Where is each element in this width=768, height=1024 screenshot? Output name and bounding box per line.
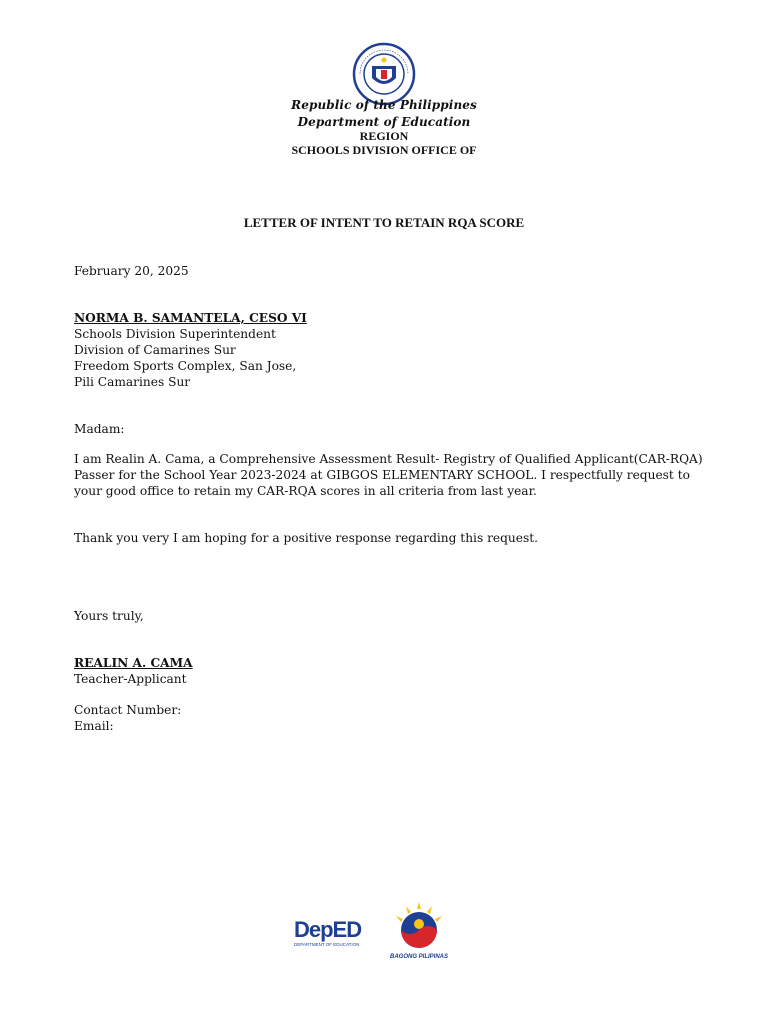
email-label: Email: bbox=[74, 719, 114, 733]
deped-logo-text: DepED bbox=[294, 917, 362, 942]
deped-logo-subtext: DEPARTMENT OF EDUCATION bbox=[294, 942, 360, 947]
body-paragraph-1-line-2: Passer for the School Year 2023-2024 at GIBGOS ELEMENTARY SCHOOL. I respectfully request to bbox=[74, 468, 690, 482]
bagong-pilipinas-emblem-icon bbox=[384, 900, 454, 950]
body-paragraph-1-line-1: I am Realin A. Cama, a Comprehensive Assessment Result- Registry of Qualified Applicant(CAR-RQA) bbox=[74, 452, 703, 466]
header-region: REGION bbox=[359, 129, 409, 143]
deped-logo bbox=[294, 918, 370, 954]
letter-title: LETTER OF INTENT TO RETAIN RQA SCORE bbox=[243, 215, 525, 230]
closing: Yours truly, bbox=[74, 609, 144, 623]
sender-name: REALIN A. CAMA bbox=[74, 656, 193, 670]
recipient-position: Schools Division Superintendent bbox=[74, 327, 276, 341]
recipient-division: Division of Camarines Sur bbox=[74, 343, 236, 357]
deped-seal-icon bbox=[352, 42, 416, 106]
body-paragraph-2: Thank you very I am hoping for a positive response regarding this request. bbox=[74, 531, 539, 545]
recipient-name: NORMA B. SAMANTELA, CESO VI bbox=[74, 311, 307, 325]
header-department: Department of Education bbox=[297, 115, 471, 129]
salutation: Madam: bbox=[74, 422, 125, 436]
bagong-pilipinas-logo bbox=[384, 900, 454, 960]
header-division-office: SCHOOLS DIVISION OFFICE OF bbox=[291, 143, 477, 157]
contact-number-label: Contact Number: bbox=[74, 703, 182, 717]
recipient-address-1: Freedom Sports Complex, San Jose, bbox=[74, 359, 297, 373]
header-republic: Republic of the Philippines bbox=[291, 98, 477, 112]
sender-position: Teacher-Applicant bbox=[74, 672, 187, 686]
bagong-pilipinas-label: BAGONG PILIPINAS bbox=[389, 954, 448, 960]
body-paragraph-1-line-3: your good office to retain my CAR-RQA scores in all criteria from last year. bbox=[74, 484, 537, 498]
recipient-address-2: Pili Camarines Sur bbox=[74, 375, 191, 389]
letter-date: February 20, 2025 bbox=[74, 264, 189, 278]
